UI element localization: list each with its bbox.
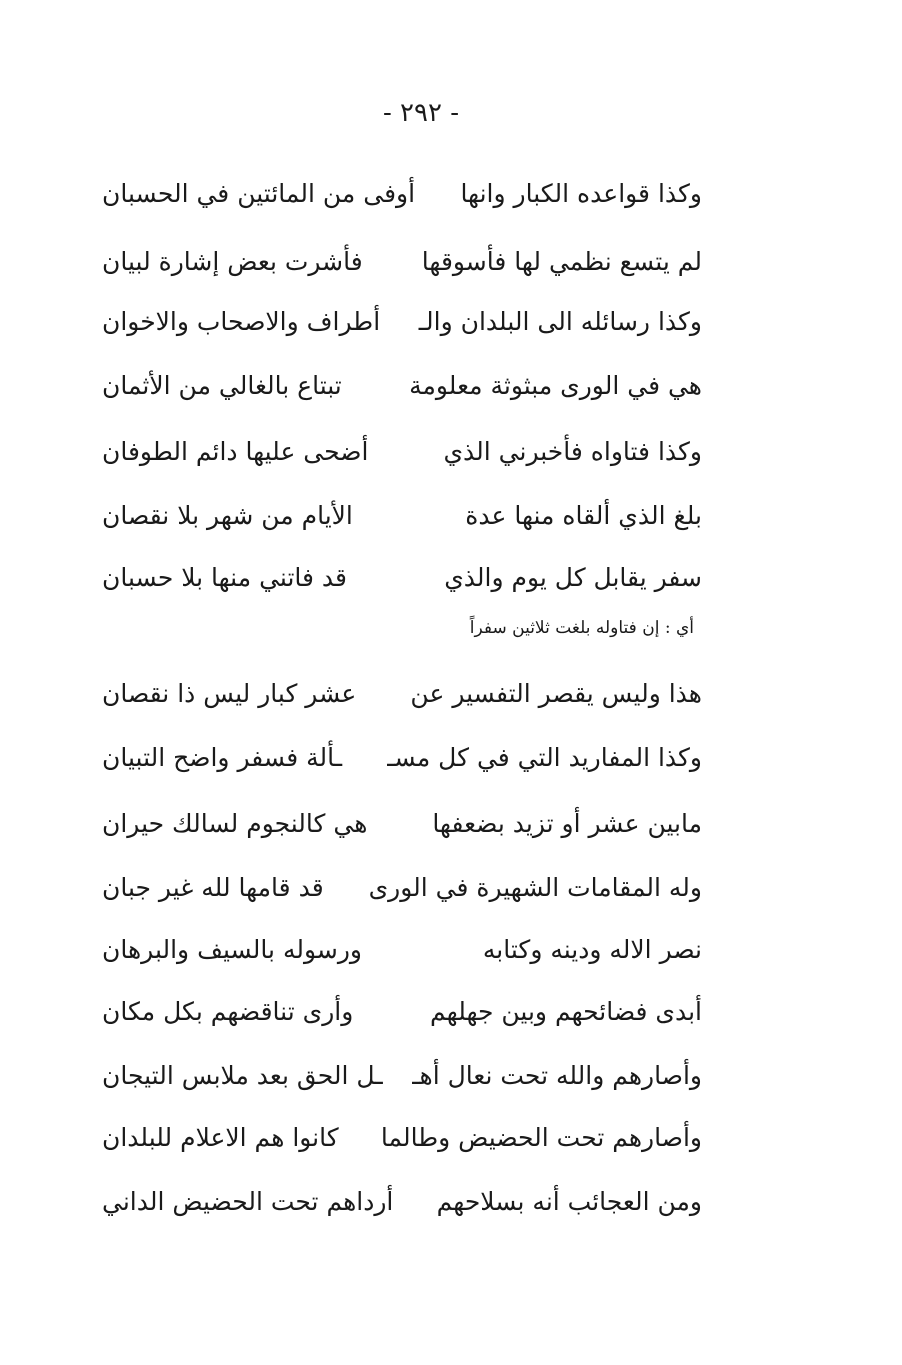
verse-line <box>102 1176 702 1226</box>
verse-line <box>102 168 702 218</box>
verse-line <box>102 296 702 346</box>
verse-second-hemistich: فأشرت بعض إشارة لبيان <box>102 246 363 276</box>
page-number: - ٢٩٢ - <box>382 98 460 128</box>
verse-second-hemistich: الأيام من شهر بلا نقصان <box>102 500 353 530</box>
verse-first-hemistich: لم يتسع نظمي لها فأسوقها <box>421 246 702 276</box>
verse-line <box>102 426 702 476</box>
verse-line <box>102 236 702 286</box>
verse-first-hemistich: سفر يقابل كل يوم والذي <box>444 562 702 592</box>
verse-second-hemistich: هي كالنجوم لسالك حيران <box>102 808 368 838</box>
verse-line <box>102 1050 702 1100</box>
verse-line <box>102 732 702 782</box>
verse-first-hemistich: وكذا المفاريد التي في كل مسـ <box>387 742 702 772</box>
verse-first-hemistich: هي في الورى مبثوثة معلومة <box>409 370 702 400</box>
verse-line <box>102 986 702 1036</box>
verse-first-hemistich: وله المقامات الشهيرة في الورى <box>368 872 702 902</box>
verse-line <box>102 552 702 602</box>
verse-second-hemistich: قد فاتني منها بلا حسبان <box>102 562 347 592</box>
verse-first-hemistich: بلغ الذي ألقاه منها عدة <box>465 500 702 530</box>
verse-first-hemistich: وأصارهم تحت الحضيض وطالما <box>380 1122 702 1152</box>
verse-line <box>102 668 702 718</box>
verse-second-hemistich: أضحى عليها دائم الطوفان <box>102 436 369 466</box>
verse-second-hemistich: وأرى تناقضهم بكل مكان <box>102 996 354 1026</box>
verse-first-hemistich: هذا وليس يقصر التفسير عن <box>410 678 702 708</box>
verse-second-hemistich: تبتاع بالغالي من الأثمان <box>102 370 342 400</box>
verse-first-hemistich: وكذا رسائله الى البلدان والـ <box>418 306 702 336</box>
verse-first-hemistich: نصر الاله ودينه وكتابه <box>482 934 702 964</box>
verse-line <box>102 360 702 410</box>
verse-second-hemistich: أطراف والاصحاب والاخوان <box>102 306 381 336</box>
verse-first-hemistich: ومن العجائب أنه بسلاحهم <box>436 1186 702 1216</box>
verse-line <box>102 862 702 912</box>
verse-first-hemistich: مابين عشر أو تزيد بضعفها <box>432 808 702 838</box>
verse-second-hemistich: أوفى من المائتين في الحسبان <box>102 178 416 208</box>
verse-first-hemistich: وكذا فتاواه فأخبرني الذي <box>443 436 702 466</box>
verse-line <box>102 1112 702 1162</box>
verse-second-hemistich: كانوا هم الاعلام للبلدان <box>102 1122 339 1152</box>
verse-second-hemistich: قد قامها لله غير جبان <box>102 872 324 902</box>
verse-line <box>102 798 702 848</box>
verse-second-hemistich: ـألة فسفر واضح التبيان <box>102 742 343 772</box>
verse-line <box>102 924 702 974</box>
verse-second-hemistich: عشر كبار ليس ذا نقصان <box>102 678 357 708</box>
verse-line <box>102 490 702 540</box>
footnote: أي : إن فتاوله بلغت ثلاثين سفراً <box>469 618 694 638</box>
verse-first-hemistich: وكذا قواعده الكبار وانها <box>460 178 702 208</box>
verse-first-hemistich: وأصارهم والله تحت نعال أهـ <box>412 1060 702 1090</box>
verse-second-hemistich: ورسوله بالسيف والبرهان <box>102 934 362 964</box>
verse-second-hemistich: أرداهم تحت الحضيض الداني <box>102 1186 394 1216</box>
verse-first-hemistich: أبدى فضائحهم وبين جهلهم <box>430 996 702 1026</box>
verse-second-hemistich: ـل الحق بعد ملابس التيجان <box>102 1060 383 1090</box>
